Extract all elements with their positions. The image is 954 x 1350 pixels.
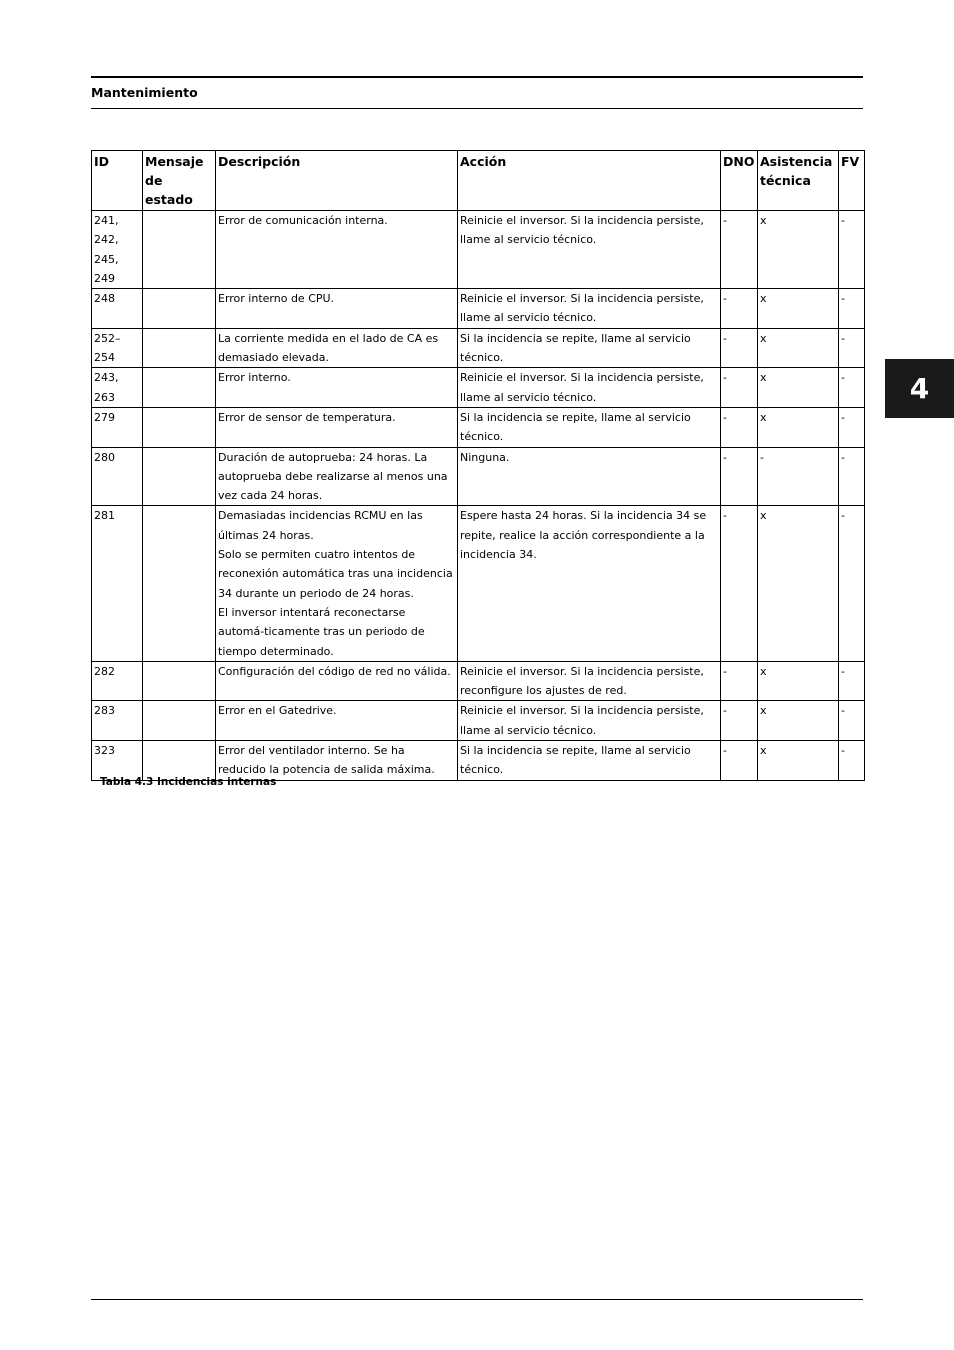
cell-action: Reinicie el inversor. Si la incidencia persiste, reconfigure los ajustes de red. [458,661,721,701]
cell-status-message [143,447,216,506]
table-row [92,447,865,506]
cell-action: Reinicie el inversor. Si la incidencia persiste, llame al servicio técnico. [458,211,721,289]
chapter-tab: 4 [885,359,954,418]
cell-technical-support: x [758,368,839,408]
table-row [92,368,865,408]
cell-status-message [143,701,216,741]
cell-technical-support: x [758,407,839,447]
cell-dno: - [721,701,758,741]
cell-description: Duración de autoprueba: 24 horas. La autoprueba debe realizarse al menos una vez cada 24 horas. [216,447,458,506]
cell-technical-support: x [758,701,839,741]
cell-technical-support: x [758,506,839,661]
cell-technical-support: x [758,741,839,781]
cell-dno: - [721,661,758,701]
cell-description: Demasiadas incidencias RCMU en las últimas 24 horas. Solo se permiten cuatro intentos de reconexión automática tras una incidencia 34 durante un periodo de 24 horas. El inversor intentará reconectarse automá-ticamente tras un periodo de tiempo determinado. [216,506,458,661]
table-row [92,661,865,701]
cell-fv: - [839,447,865,506]
cell-id: 282 [92,661,143,701]
cell-fv: - [839,506,865,661]
cell-fv: - [839,368,865,408]
cell-technical-support: x [758,211,839,289]
column-header-action: Acción [458,151,721,211]
cell-id: 243, 263 [92,368,143,408]
cell-dno: - [721,328,758,368]
section-title: Mantenimiento [91,85,198,100]
cell-action: Si la incidencia se repite, llame al servicio técnico. [458,407,721,447]
cell-id: 323 [92,741,143,781]
cell-dno: - [721,211,758,289]
cell-fv: - [839,741,865,781]
cell-dno: - [721,407,758,447]
table-row [92,211,865,289]
cell-status-message [143,328,216,368]
cell-status-message [143,661,216,701]
cell-description: Error de comunicación interna. [216,211,458,289]
cell-description: La corriente medida en el lado de CA es demasiado elevada. [216,328,458,368]
table-row [92,506,865,661]
cell-action: Reinicie el inversor. Si la incidencia persiste, llame al servicio técnico. [458,368,721,408]
cell-fv: - [839,661,865,701]
cell-description: Error de sensor de temperatura. [216,407,458,447]
column-header-dno: DNO [721,151,758,211]
table-caption: Tabla 4.3 Incidencias internas [100,776,277,788]
cell-action: Si la incidencia se repite, llame al servicio técnico. [458,328,721,368]
cell-technical-support: - [758,447,839,506]
column-header-description: Descripción [216,151,458,211]
cell-status-message [143,407,216,447]
cell-dno: - [721,506,758,661]
cell-action: Espere hasta 24 horas. Si la incidencia 34 se repite, realice la acción correspondiente a la incidencia 34. [458,506,721,661]
cell-description: Error del ventilador interno. Se ha reducido la potencia de salida máxima. [216,741,458,781]
table-row [92,701,865,741]
cell-action: Si la incidencia se repite, llame al servicio técnico. [458,741,721,781]
column-header-status-message: Mensaje de estado [143,151,216,211]
cell-action: Reinicie el inversor. Si la incidencia persiste, llame al servicio técnico. [458,701,721,741]
cell-id: 283 [92,701,143,741]
cell-action: Reinicie el inversor. Si la incidencia persiste, llame al servicio técnico. [458,289,721,329]
cell-id: 281 [92,506,143,661]
cell-status-message [143,368,216,408]
cell-status-message [143,506,216,661]
column-header-id: ID [92,151,143,211]
cell-fv: - [839,701,865,741]
table-row [92,407,865,447]
incident-table [91,150,865,781]
cell-action: Ninguna. [458,447,721,506]
cell-dno: - [721,447,758,506]
cell-description: Error interno. [216,368,458,408]
column-header-fv: FV [839,151,865,211]
cell-description: Error en el Gatedrive. [216,701,458,741]
cell-fv: - [839,407,865,447]
column-header-technical-support: Asistencia técnica [758,151,839,211]
footer-rule [91,1299,863,1300]
cell-dno: - [721,368,758,408]
table-row [92,328,865,368]
cell-technical-support: x [758,328,839,368]
cell-fv: - [839,328,865,368]
cell-id: 279 [92,407,143,447]
cell-technical-support: x [758,289,839,329]
cell-description: Error interno de CPU. [216,289,458,329]
cell-dno: - [721,741,758,781]
cell-description: Configuración del código de red no válida. [216,661,458,701]
cell-status-message [143,211,216,289]
cell-id: 248 [92,289,143,329]
cell-id: 252– 254 [92,328,143,368]
table-row [92,289,865,329]
cell-fv: - [839,211,865,289]
cell-id: 241, 242, 245, 249 [92,211,143,289]
header-rule-bottom [91,108,863,109]
table-header-row [92,151,865,211]
cell-status-message [143,289,216,329]
cell-technical-support: x [758,661,839,701]
cell-id: 280 [92,447,143,506]
header-rule-top [91,76,863,78]
cell-fv: - [839,289,865,329]
cell-dno: - [721,289,758,329]
